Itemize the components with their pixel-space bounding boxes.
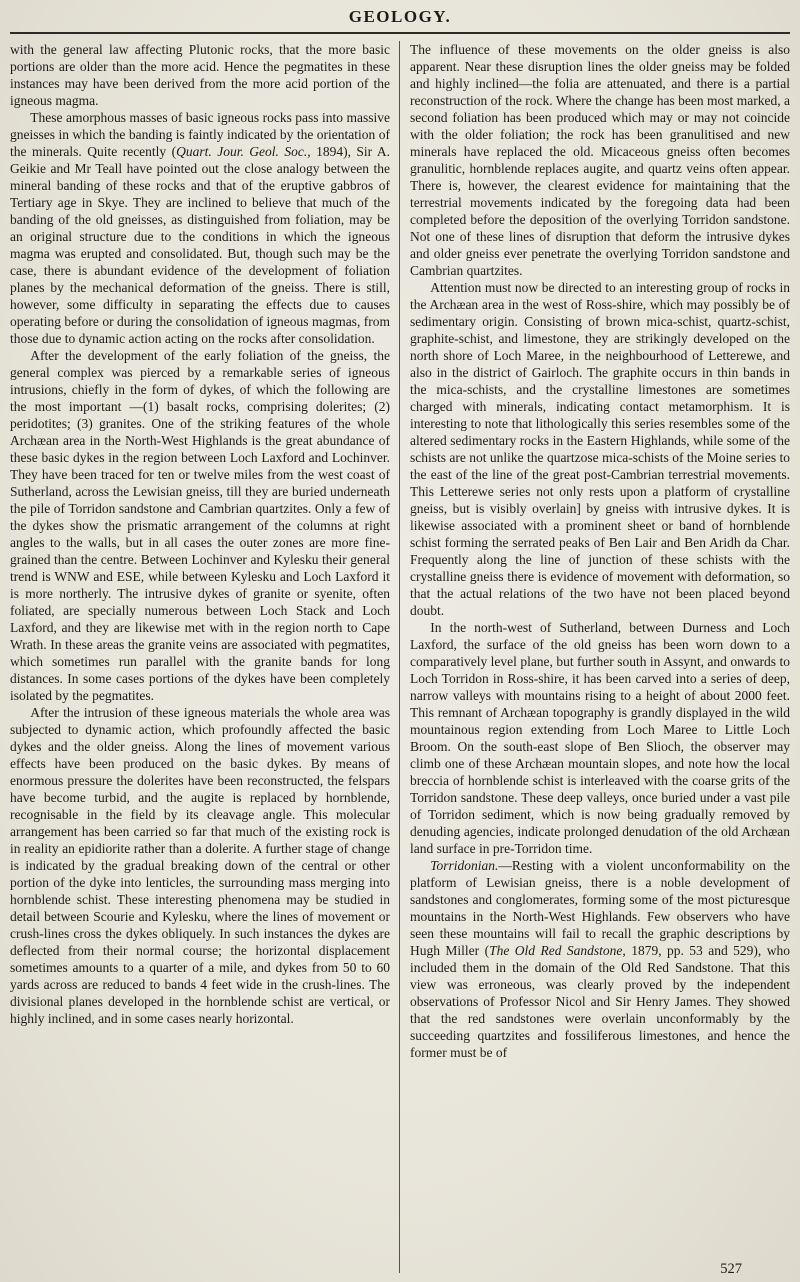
text-run: These amorphous masses of basic igneous rocks pass into massive gneisses in which the banding is faintly indicated by the orientation of the minerals. Quite recently ( bbox=[10, 110, 390, 159]
paragraph bbox=[10, 347, 390, 704]
text-run: After the development of the early foliation of the gneiss, the general complex was pierced by a remarkable series of igneous intrusions, chiefly in the form of dykes, of which the following are the most important —(1) basalt rocks, comprising dolerites; (2) peridotites; (3) granites. One of the striking features of the whole Archæan area in the North-West Highlands is the great abundance of these basic dykes in the region between Loch Laxford and Lochinver. They have been traced for ten or twelve miles from the west coast of Sutherland, across the Lewisian gneiss, till they are buried underneath the pile of Torridon sandstone and Cambrian quartzites. Only a few of the dykes show the prismatic arrangement of the columns at right angles to the walls, but in all cases the outer zones are more fine-grained than the centre. Between Lochinver and Kylesku their general trend is WNW and ESE, while between Kylesku and Loch Laxford it is more northerly. The intrusive dykes of granite or syenite, often foliated, are specially numerous between Loch Stack and Loch Laxford, and they are likewise met with in the region north to Cape Wrath. In these areas the granite veins are associated with pegmatites, which sometimes run parallel with the granite bands for long distances. In some cases portions of the dykes have been completely isolated by the pegmatites. bbox=[10, 348, 390, 703]
text-run: 1894), Sir A. Geikie and Mr Teall have pointed out the close analogy between the mineral banding of these rocks and that of the eruptive gabbros of Tertiary age in Skye. They are inclined to believe that much of the banding of the old gneisses, as distinguished from foliation, may be an original structure due to the conditions in which the igneous magma was erupted and consolidated. But, though such may be the case, there is abundant evidence of the development of foliation planes by the mechanical deformation of the gneiss. There is still, however, some difficulty in separating the effects due to causes operating before or during the consolidation of igneous magmas, from those due to dynamic action acting on the rocks after consolidation. bbox=[10, 144, 390, 346]
page-title: GEOLOGY. bbox=[348, 7, 452, 26]
paragraph bbox=[410, 279, 790, 619]
paragraph bbox=[410, 41, 790, 279]
text-run: with the general law affecting Plutonic rocks, that the more basic portions are older than the more acid. Hence the pegmatites in these instances may have been derived from the more acid portion of the igneous magma. bbox=[10, 42, 390, 108]
left-column bbox=[10, 41, 400, 1273]
italic-text-run: The Old Red Sandstone, bbox=[489, 943, 626, 958]
paragraph bbox=[410, 857, 790, 1061]
italic-text-run: Torridonian. bbox=[430, 858, 499, 873]
paragraph bbox=[10, 109, 390, 347]
text-run: The influence of these movements on the older gneiss is also apparent. Near these disruption lines the older gneiss may be folded and highly inclined—the folia are attenuated, and there is a partial reconstruction of the rock. Where the change has been most marked, a second foliation has been produced which may or may not coincide with the older foliation; the rock has been granulitised and new minerals have replaced the old. Micaceous gneiss often becomes granulitic, hornblende replaces augite, and quartz veins often appear. There is, however, the clearest evidence for maintaining that the terrestrial movements indicated by the foregoing data had been completed before the deposition of the overlying Torridon sandstone. Not one of these lines of disruption that deform the intrusive dykes and older gneiss ever penetrate the overlying Torridon sandstone and Cambrian quartzites. bbox=[410, 42, 790, 278]
page-number: 527 bbox=[720, 1261, 742, 1277]
header-rule bbox=[10, 32, 790, 34]
text-run: —Resting with a violent unconformability on the platform of Lewisian gneiss, there is a noble development of sandstones and conglomerates, forming some of the most picturesque mountains in the North-West Highlands. Few observers who have seen these mountains will fail to recall the graphic descriptions by Hugh Miller ( bbox=[410, 858, 790, 958]
paragraph bbox=[10, 704, 390, 1027]
italic-text-run: Quart. Jour. Geol. Soc., bbox=[176, 144, 311, 159]
text-run: 1879, pp. 53 and 529), who included them in the domain of the Old Red Sandstone. That this view was erroneous, was clearly proved by the independent observations of Professor Nicol and Sir Henry James. They showed that the red sandstones were overlain unconformably by the succeeding quartzites and fossiliferous limestones, and hence the former must be of bbox=[410, 943, 790, 1060]
paragraph bbox=[410, 619, 790, 857]
text-columns bbox=[10, 41, 790, 1273]
text-run: After the intrusion of these igneous materials the whole area was subjected to dynamic action, which profoundly affected the basic dykes and the older gneiss. Along the lines of movement various effects have been produced on the basic dykes. By means of enormous pressure the dolerites have been reconstructed, the felspars have become turbid, and the augite is replaced by hornblende, recognisable in the field by its cleavage angle. This molecular arrangement has been carried so far that much of the existing rock is in reality an epidiorite rather than a dolerite. A further stage of change is indicated by the gradual breaking down of the central or other portion of the dyke into lenticles, the surrounding mass merging into hornblende schist. These interesting phenomena may be studied in detail between Scourie and Kylesku, where the lines of movement or crush-lines cross the dykes obliquely. In such instances the dykes are deflected from their normal course; the horizontal displacement sometimes amounts to a quarter of a mile, and dykes from 50 to 60 yards across are reduced to bands 4 feet wide in the crush-lines. The divisional planes developed in the hornblende schist are vertical, or highly inclined, and in some cases nearly horizontal. bbox=[10, 705, 390, 1026]
text-run: Attention must now be directed to an interesting group of rocks in the Archæan area in the west of Ross-shire, which may possibly be of sedimentary origin. Consisting of brown mica-schist, quartz-schist, graphite-schist, and limestone, they are strikingly developed on the north shore of Loch Maree, in the neighbourhood of Letterewe, and also in the district of Gairloch. The graphite occurs in thin bands in the mica-schists, and the crystalline limestones are sometimes charged with minerals, indicating contact metamorphism. It is interesting to note that lithologically this series resembles some of the altered sedimentary rocks in the Eastern Highlands, while some of the schists are not unlike the quartzose mica-schists of the Moine series to the east of the line of the great post-Cambrian terrestrial movements. This Letterewe series not only rests upon a platform of crystalline gneiss, but is visibly overlain] by gneiss with intrusive dykes. It is likewise associated with a prominent sheet or band of hornblende schist forming the serrated peaks of Ben Lair and Ben Aridh da Char. Frequently along the line of junction of these schists with the crystalline gneiss there is evidence of movement with deformation, so that the actual relations of the two have not been placed beyond doubt. bbox=[410, 280, 790, 618]
text-run: In the north-west of Sutherland, between Durness and Loch Laxford, the surface of the old gneiss has been worn down to a comparatively level plane, but further south in Assynt, and onwards to Loch Torridon in Ross-shire, it has been carved into a series of deep, narrow valleys with mountains rising to a height of about 2000 feet. This remnant of Archæan topography is grandly displayed in the wild mountainous region extending from Loch Maree to Little Loch Broom. On the south-east slope of Ben Slioch, the observer may climb one of these Archæan mountain slopes, and note how the local breccia of hornblende schist is interleaved with the coarse grits of the Torridon sandstone. These deep valleys, once buried under a vast pile of Torridon sediment, which is now being gradually removed by denuding agencies, indicate prolonged denudation of the old Archæan land surface in pre-Torridon time. bbox=[410, 620, 790, 856]
right-column bbox=[400, 41, 790, 1273]
paragraph bbox=[10, 41, 390, 109]
